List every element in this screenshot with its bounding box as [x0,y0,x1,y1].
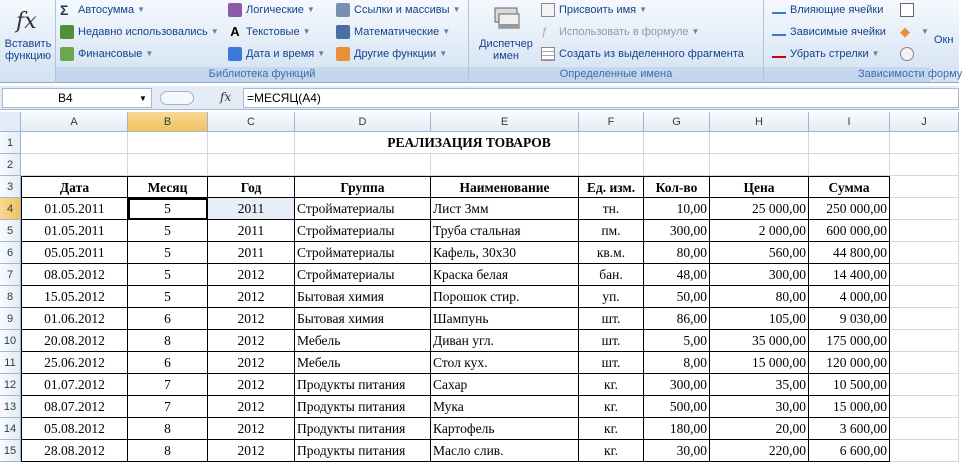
splitter-icon [160,91,194,105]
insert-function-label1: Вставить [4,38,52,50]
cell-H7[interactable]: 300,00 [710,264,809,286]
cell-C7[interactable]: 2012 [208,264,295,286]
precedents-arrow-icon [772,12,786,14]
formula-bar [0,86,959,110]
cell-G8[interactable]: 50,00 [644,286,710,308]
cell-I5[interactable]: 600 000,00 [809,220,890,242]
chevron-down-icon: ▼ [439,49,448,58]
cell-G13[interactable]: 500,00 [644,396,710,418]
cell-H14[interactable]: 20,00 [710,418,809,440]
logical-book-icon [228,3,242,17]
cell-B6[interactable]: 5 [128,242,208,264]
cell-E13[interactable]: Мука [431,396,579,418]
cell-G4[interactable]: 10,00 [644,198,710,220]
cell-D9[interactable]: Бытовая химия [295,308,431,330]
cell-J5[interactable] [890,220,959,242]
column-header-A[interactable]: A [21,112,128,132]
cell-J8[interactable] [890,286,959,308]
row-header-5[interactable]: 5 [0,220,21,242]
other-functions-button[interactable]: Другие функции ▼ [336,44,447,64]
assign-name-button[interactable]: Присвоить имя ▼ [541,0,647,20]
cell-J3[interactable] [890,176,959,198]
show-formulas-button[interactable] [900,0,918,20]
cell-D8[interactable]: Бытовая химия [295,286,431,308]
cell-H12[interactable]: 35,00 [710,374,809,396]
cell-H15[interactable]: 220,00 [710,440,809,462]
cell-G5[interactable]: 300,00 [644,220,710,242]
cell-E8[interactable]: Порошок стир. [431,286,579,308]
cell-J10[interactable] [890,330,959,352]
cell-C4[interactable]: 2011 [208,198,295,220]
cell-G15[interactable]: 30,00 [644,440,710,462]
row-header-11[interactable]: 11 [0,352,21,374]
row-header-3[interactable]: 3 [0,176,21,198]
grid-icon [541,47,555,61]
cell-J13[interactable] [890,396,959,418]
ribbon [0,0,962,83]
evaluate-formula-icon [900,47,914,61]
chevron-down-icon: ▼ [639,5,648,14]
cell-F8[interactable]: уп. [579,286,644,308]
cell-I11[interactable]: 120 000,00 [809,352,890,374]
formula-icon: ƒ [541,26,548,38]
warning-icon: ◆ [900,24,910,39]
cell-G14[interactable]: 180,00 [644,418,710,440]
cell-E14[interactable]: Картофель [431,418,579,440]
show-formulas-icon [900,3,914,17]
use-in-formula-button[interactable]: ƒ Использовать в формуле ▼ [541,22,699,42]
cell-I2[interactable] [809,154,890,176]
financial-functions-button[interactable]: Финансовые ▼ [60,44,153,64]
row-header-15[interactable]: 15 [0,440,21,462]
cell-B12[interactable]: 7 [128,374,208,396]
cell-A14[interactable]: 05.08.2012 [21,418,128,440]
cell-C9[interactable]: 2012 [208,308,295,330]
cell-G11[interactable]: 8,00 [644,352,710,374]
cell-D6[interactable]: Стройматериалы [295,242,431,264]
chevron-down-icon: ▼ [137,5,146,14]
math-functions-button[interactable]: Математические ▼ [336,22,450,42]
cell-I10[interactable]: 175 000,00 [809,330,890,352]
cell-I1[interactable] [809,132,890,154]
cell-F10[interactable]: шт. [579,330,644,352]
header-G[interactable]: Кол-во [644,176,710,198]
cell-E7[interactable]: Краска белая [431,264,579,286]
cell-B13[interactable]: 7 [128,396,208,418]
calendar-book-icon [228,47,242,61]
row-header-13[interactable]: 13 [0,396,21,418]
cell-C1[interactable] [208,132,295,154]
column-header-F[interactable]: F [579,112,644,132]
dependents-arrow-icon [772,34,786,36]
cell-G9[interactable]: 86,00 [644,308,710,330]
defined-names-label: Определенные имена [469,67,763,82]
name-manager-icon [490,2,522,36]
cell-F6[interactable]: кв.м. [579,242,644,264]
chevron-down-icon: ▼ [317,49,326,58]
cell-B9[interactable]: 6 [128,308,208,330]
lookup-functions-button[interactable]: Ссылки и массивы ▼ [336,0,460,20]
cell-A7[interactable]: 08.05.2012 [21,264,128,286]
datetime-functions-button[interactable]: Дата и время ▼ [228,44,325,64]
cell-J9[interactable] [890,308,959,330]
header-I[interactable]: Сумма [809,176,890,198]
header-H[interactable]: Цена [710,176,809,198]
cell-J6[interactable] [890,242,959,264]
header-B[interactable]: Месяц [128,176,208,198]
header-C[interactable]: Год [208,176,295,198]
svg-text:fx: fx [16,9,37,34]
cell-A8[interactable]: 15.05.2012 [21,286,128,308]
formula-auditing-label: Зависимости форму [764,67,930,82]
cell-H1[interactable] [710,132,809,154]
cell-D10[interactable]: Мебель [295,330,431,352]
cell-F14[interactable]: кг. [579,418,644,440]
cell-H13[interactable]: 30,00 [710,396,809,418]
autosum-button[interactable]: Σ Автосумма ▼ [60,2,146,18]
select-all-corner[interactable] [0,112,21,132]
cell-D5[interactable]: Стройматериалы [295,220,431,242]
chevron-down-icon: ▼ [452,5,461,14]
cell-I9[interactable]: 9 030,00 [809,308,890,330]
cell-F12[interactable]: кг. [579,374,644,396]
cell-C14[interactable]: 2012 [208,418,295,440]
cell-E4[interactable]: Лист 3мм [431,198,579,220]
cell-A15[interactable]: 28.08.2012 [21,440,128,462]
cell-F13[interactable]: кг. [579,396,644,418]
sigma-icon: Σ [60,2,69,18]
cell-B15[interactable]: 8 [128,440,208,462]
cell-H5[interactable]: 2 000,00 [710,220,809,242]
cell-F4[interactable]: тн. [579,198,644,220]
worksheet-grid [0,112,959,465]
create-from-selection-button[interactable]: Создать из выделенного фрагмента [541,44,744,64]
cell-I4[interactable]: 250 000,00 [809,198,890,220]
cell-D13[interactable]: Продукты питания [295,396,431,418]
chevron-down-icon: ▼ [302,27,311,36]
row-header-1[interactable]: 1 [0,132,21,154]
cell-G12[interactable]: 300,00 [644,374,710,396]
row-header-4[interactable]: 4 [0,198,21,220]
function-library-group [56,0,469,83]
text-functions-button[interactable]: A Текстовые ▼ [228,22,310,42]
cell-B8[interactable]: 5 [128,286,208,308]
cell-J14[interactable] [890,418,959,440]
column-header-G[interactable]: G [644,112,710,132]
recent-functions-button[interactable]: Недавно использовались ▼ [60,22,219,42]
cell-C15[interactable]: 2012 [208,440,295,462]
cell-G6[interactable]: 80,00 [644,242,710,264]
chevron-down-icon: ▼ [871,49,880,58]
row-header-12[interactable]: 12 [0,374,21,396]
cell-E15[interactable]: Масло слив. [431,440,579,462]
header-E[interactable]: Наименование [431,176,579,198]
cell-J2[interactable] [890,154,959,176]
cell-C11[interactable]: 2012 [208,352,295,374]
cell-H9[interactable]: 105,00 [710,308,809,330]
cell-D2[interactable] [295,154,431,176]
cell-I8[interactable]: 4 000,00 [809,286,890,308]
row-header-7[interactable]: 7 [0,264,21,286]
insert-function-fx-button[interactable]: fx [220,90,232,104]
cell-C2[interactable] [208,154,295,176]
cell-A2[interactable] [21,154,128,176]
cell-G1[interactable] [644,132,710,154]
chevron-down-icon: ▼ [210,27,219,36]
cell-A13[interactable]: 08.07.2012 [21,396,128,418]
cell-E5[interactable]: Труба стальная [431,220,579,242]
cell-J4[interactable] [890,198,959,220]
cell-H2[interactable] [710,154,809,176]
cell-A10[interactable]: 20.08.2012 [21,330,128,352]
logical-functions-button[interactable]: Логические ▼ [228,0,315,20]
cell-C12[interactable]: 2012 [208,374,295,396]
cell-C8[interactable]: 2012 [208,286,295,308]
cell-F15[interactable]: кг. [579,440,644,462]
star-book-icon [60,25,74,39]
text-book-icon: A [230,24,240,39]
cell-A4[interactable]: 01.05.2011 [21,198,128,220]
cell-B5[interactable]: 5 [128,220,208,242]
header-F[interactable]: Ед. изм. [579,176,644,198]
cell-G10[interactable]: 5,00 [644,330,710,352]
remove-arrows-icon [772,56,786,58]
cell-A6[interactable]: 05.05.2011 [21,242,128,264]
cell-A5[interactable]: 01.05.2011 [21,220,128,242]
financial-book-icon [60,47,74,61]
row-header-9[interactable]: 9 [0,308,21,330]
fx-icon [13,2,43,36]
cell-E12[interactable]: Сахар [431,374,579,396]
lookup-book-icon [336,3,350,17]
cell-E6[interactable]: Кафель, 30x30 [431,242,579,264]
header-A[interactable]: Дата [21,176,128,198]
row-header-14[interactable]: 14 [0,418,21,440]
cell-D15[interactable]: Продукты питания [295,440,431,462]
cell-I14[interactable]: 3 600,00 [809,418,890,440]
row-header-10[interactable]: 10 [0,330,21,352]
cell-J15[interactable] [890,440,959,462]
cell-F7[interactable]: бан. [579,264,644,286]
chevron-down-icon: ▼ [921,27,929,36]
math-book-icon [336,25,350,39]
active-cell-B4[interactable]: 5 [128,198,208,220]
cell-C5[interactable]: 2011 [208,220,295,242]
cell-D12[interactable]: Продукты питания [295,374,431,396]
column-header-C[interactable]: C [208,112,295,132]
cell-F9[interactable]: шт. [579,308,644,330]
defined-names-group [469,0,764,83]
name-box[interactable]: B4 [2,88,152,108]
chevron-down-icon: ▼ [145,49,154,58]
cell-I12[interactable]: 10 500,00 [809,374,890,396]
row-header-8[interactable]: 8 [0,286,21,308]
cell-I7[interactable]: 14 400,00 [809,264,890,286]
formula-input[interactable]: =МЕСЯЦ(A4) [243,88,959,108]
remove-arrows-button[interactable]: Убрать стрелки ▼ [772,44,880,64]
cell-J7[interactable] [890,264,959,286]
insert-function-label2: функцию [4,50,51,62]
cell-H4[interactable]: 25 000,00 [710,198,809,220]
cell-G7[interactable]: 48,00 [644,264,710,286]
cell-E9[interactable]: Шампунь [431,308,579,330]
cell-A9[interactable]: 01.06.2012 [21,308,128,330]
chevron-down-icon[interactable]: ▼ [139,94,147,103]
column-header-D[interactable]: D [295,112,431,132]
cell-D4[interactable]: Стройматериалы [295,198,431,220]
watch-window-button[interactable]: Окн [934,34,954,46]
cell-B11[interactable]: 6 [128,352,208,374]
cell-C10[interactable]: 2012 [208,330,295,352]
cell-B14[interactable]: 8 [128,418,208,440]
column-header-I[interactable]: I [809,112,890,132]
cell-A12[interactable]: 01.07.2012 [21,374,128,396]
column-header-E[interactable]: E [431,112,579,132]
evaluate-formula-button[interactable] [900,44,918,64]
trace-precedents-button[interactable]: Влияющие ячейки [772,0,883,20]
cell-B1[interactable] [128,132,208,154]
chevron-down-icon: ▼ [691,27,700,36]
cell-I13[interactable]: 15 000,00 [809,396,890,418]
cell-J1[interactable] [890,132,959,154]
chevron-down-icon: ▼ [306,5,315,14]
cell-D7[interactable]: Стройматериалы [295,264,431,286]
cell-D14[interactable]: Продукты питания [295,418,431,440]
function-library-label: Библиотека функций [56,67,468,82]
cell-F11[interactable]: шт. [579,352,644,374]
cell-A1[interactable] [21,132,128,154]
trace-dependents-button[interactable]: Зависимые ячейки [772,22,886,42]
chevron-down-icon: ▼ [442,27,451,36]
insert-function-group [0,0,56,83]
column-header-H[interactable]: H [710,112,809,132]
cell-B7[interactable]: 5 [128,264,208,286]
cell-A11[interactable]: 25.06.2012 [21,352,128,374]
cell-H8[interactable]: 80,00 [710,286,809,308]
cell-I6[interactable]: 44 800,00 [809,242,890,264]
cell-B2[interactable] [128,154,208,176]
cell-C13[interactable]: 2012 [208,396,295,418]
cell-I15[interactable]: 6 600,00 [809,440,890,462]
cell-C6[interactable]: 2011 [208,242,295,264]
row-header-2[interactable]: 2 [0,154,21,176]
cell-E11[interactable]: Стол кух. [431,352,579,374]
cell-F2[interactable] [579,154,644,176]
name-manager-button[interactable]: Диспетчер имен [473,2,539,62]
cell-J12[interactable] [890,374,959,396]
cell-H11[interactable]: 15 000,00 [710,352,809,374]
insert-function-button[interactable] [2,2,54,62]
column-header-J[interactable]: J [890,112,959,132]
cell-J11[interactable] [890,352,959,374]
tag-icon [541,3,555,17]
cell-H10[interactable]: 35 000,00 [710,330,809,352]
error-checking-button[interactable] [900,22,929,42]
cell-F5[interactable]: пм. [579,220,644,242]
cell-E10[interactable]: Диван угл. [431,330,579,352]
header-D[interactable]: Группа [295,176,431,198]
sheet-title[interactable]: РЕАЛИЗАЦИЯ ТОВАРОВ [295,132,644,154]
row-header-6[interactable]: 6 [0,242,21,264]
cell-D11[interactable]: Мебель [295,352,431,374]
other-book-icon [336,47,350,61]
cell-E2[interactable] [431,154,579,176]
cell-B10[interactable]: 8 [128,330,208,352]
cell-H6[interactable]: 560,00 [710,242,809,264]
column-header-B[interactable]: B [128,112,208,132]
cell-G2[interactable] [644,154,710,176]
